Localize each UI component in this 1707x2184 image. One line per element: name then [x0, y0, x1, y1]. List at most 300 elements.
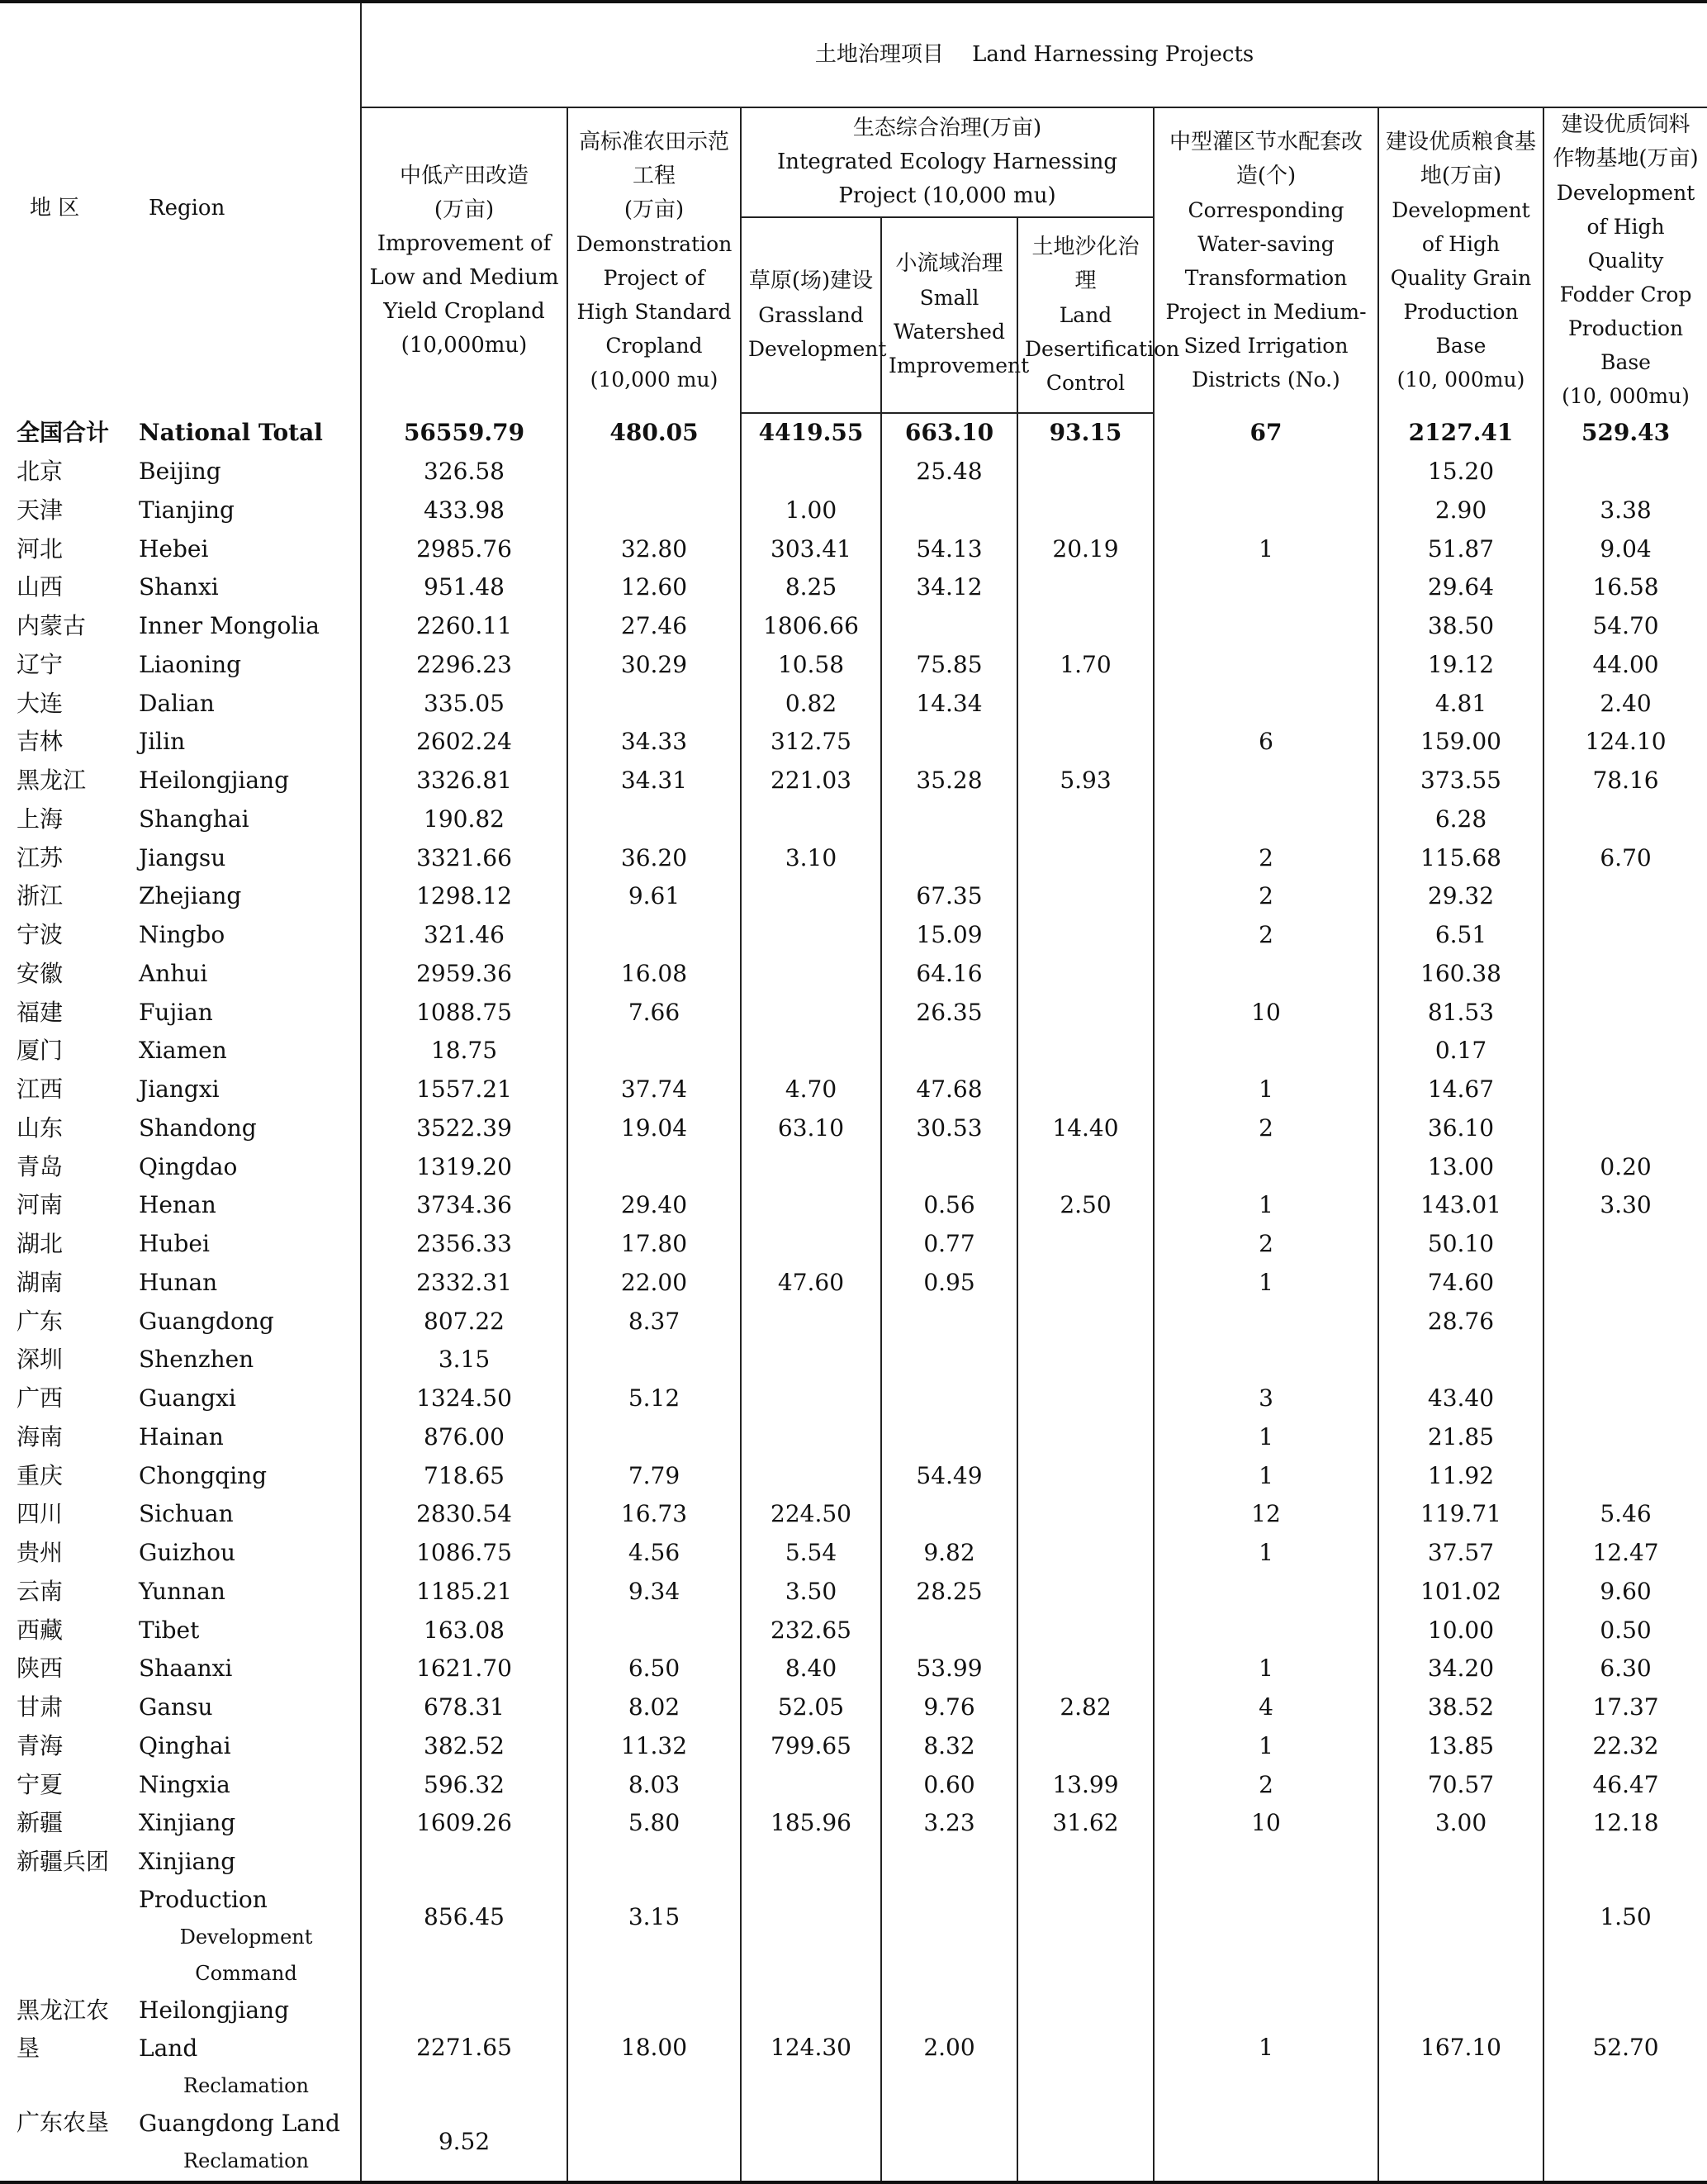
value-cell: 2	[1154, 1765, 1378, 1804]
value-cell: 5.80	[567, 1804, 741, 1843]
value-cell	[881, 1032, 1017, 1071]
region-en-cell: Dalian	[139, 689, 215, 717]
value-cell: 2332.31	[361, 1264, 567, 1303]
region-cn-cell: 吉林	[17, 728, 64, 756]
region-en-cell: Inner Mongolia	[139, 612, 320, 640]
value-cell	[741, 800, 881, 839]
value-cell: 8.37	[567, 1302, 741, 1341]
value-cell: 25.48	[881, 453, 1017, 491]
value-cell	[1154, 1032, 1378, 1071]
watershed-en: Small Watershed Improvement	[889, 286, 1030, 378]
value-cell: 2	[1154, 877, 1378, 916]
table-row	[0, 1843, 1707, 1992]
value-cell	[1378, 1341, 1543, 1379]
value-cell: 9.04	[1543, 529, 1707, 568]
region-cn-cell: 陕西	[17, 1655, 64, 1683]
region-en-cell: Chongqing	[139, 1461, 268, 1489]
region-cn-cell: 大连	[17, 689, 64, 717]
value-cell: 335.05	[361, 684, 567, 723]
value-cell	[881, 1611, 1017, 1650]
value-cell: 663.10	[881, 413, 1017, 453]
value-cell	[741, 1225, 881, 1264]
value-cell	[1543, 1456, 1707, 1495]
value-cell: 807.22	[361, 1302, 567, 1341]
irrigation-header	[1154, 107, 1378, 413]
value-cell	[1017, 1727, 1154, 1766]
region-en-line1: Xinjiang Production	[139, 1847, 268, 1913]
value-cell: 2	[1154, 1109, 1378, 1148]
region-cn-cell: 上海	[17, 805, 64, 833]
value-cell: 22.00	[567, 1264, 741, 1303]
value-cell: 3.00	[1378, 1804, 1543, 1843]
value-cell: 74.60	[1378, 1264, 1543, 1303]
region-en-cell: Jiangsu	[139, 843, 226, 871]
value-cell: 9.76	[881, 1688, 1017, 1727]
table-row	[0, 1804, 1707, 1843]
value-cell: 12.60	[567, 568, 741, 607]
value-cell: 951.48	[361, 568, 567, 607]
value-cell	[1543, 2104, 1707, 2182]
value-cell: 1557.21	[361, 1071, 567, 1109]
value-cell: 2.50	[1017, 1186, 1154, 1225]
value-cell: 10.58	[741, 646, 881, 685]
value-cell: 67.35	[881, 877, 1017, 916]
value-cell	[1017, 1418, 1154, 1457]
region-cn-cell: 北京	[17, 458, 64, 486]
value-cell: 0.20	[1543, 1147, 1707, 1186]
value-cell	[881, 1341, 1017, 1379]
value-cell: 16.73	[567, 1495, 741, 1534]
value-cell: 1324.50	[361, 1379, 567, 1418]
value-cell: 1185.21	[361, 1573, 567, 1612]
value-cell	[1017, 838, 1154, 877]
fodder-base-en: Development of High Quality Fodder Crop Production Base	[1556, 181, 1695, 374]
region-cn-cell: 全国合计	[17, 418, 110, 446]
value-cell	[1017, 1264, 1154, 1303]
value-cell: 1	[1154, 1456, 1378, 1495]
region-en-line2: Reclamation	[183, 2073, 309, 2097]
region-cn-cell: 云南	[17, 1577, 64, 1605]
value-cell: 11.32	[567, 1727, 741, 1766]
value-cell	[1154, 1573, 1378, 1612]
region-en-header: Region	[132, 2, 361, 413]
value-cell: 373.55	[1378, 762, 1543, 800]
value-cell	[881, 1418, 1017, 1457]
region-en-cell: Tianjing	[139, 496, 235, 524]
region-en-cell	[132, 2104, 361, 2182]
value-cell: 159.00	[1378, 723, 1543, 762]
value-cell: 3.30	[1543, 1186, 1707, 1225]
region-en-cell: Shanxi	[139, 573, 219, 601]
value-cell: 8.40	[741, 1650, 881, 1688]
value-cell	[741, 1032, 881, 1071]
value-cell: 1	[1154, 1186, 1378, 1225]
table-row	[0, 955, 1707, 994]
value-cell	[1154, 1843, 1378, 1992]
value-cell: 17.37	[1543, 1688, 1707, 1727]
value-cell: 29.64	[1378, 568, 1543, 607]
value-cell	[741, 877, 881, 916]
region-en-cell: Zhejiang	[139, 882, 242, 910]
value-cell	[1154, 684, 1378, 723]
value-cell	[881, 607, 1017, 646]
value-cell	[1154, 2104, 1378, 2182]
value-cell: 26.35	[881, 993, 1017, 1032]
value-cell: 70.57	[1378, 1765, 1543, 1804]
region-en-cell: Hainan	[139, 1422, 224, 1450]
value-cell	[881, 723, 1017, 762]
value-cell	[741, 993, 881, 1032]
region-cn-cell: 西藏	[17, 1616, 64, 1644]
value-cell: 2959.36	[361, 955, 567, 994]
value-cell: 14.67	[1378, 1071, 1543, 1109]
value-cell: 1.70	[1017, 646, 1154, 685]
value-cell: 5.54	[741, 1534, 881, 1573]
region-cn-cell: 青海	[17, 1731, 64, 1759]
value-cell: 5.12	[567, 1379, 741, 1418]
value-cell: 34.20	[1378, 1650, 1543, 1688]
value-cell: 6.51	[1378, 916, 1543, 955]
irrigation-en: Corresponding Water-saving Transformation Project in Medium-Sized Irrigation Districts (No.)	[1165, 197, 1367, 392]
value-cell	[1017, 1495, 1154, 1534]
value-cell	[1154, 568, 1378, 607]
value-cell	[567, 1032, 741, 1071]
value-cell: 1621.70	[361, 1650, 567, 1688]
value-cell: 8.25	[741, 568, 881, 607]
table-row	[0, 1379, 1707, 1418]
low-medium-yield-en-unit: (10,000mu)	[401, 332, 528, 358]
region-cn-cell: 辽宁	[17, 650, 64, 678]
value-cell: 36.20	[567, 838, 741, 877]
value-cell: 36.10	[1378, 1109, 1543, 1148]
high-standard-cropland-header	[567, 107, 741, 413]
value-cell: 0.17	[1378, 1032, 1543, 1071]
value-cell: 0.60	[881, 1765, 1017, 1804]
value-cell	[1378, 2104, 1543, 2182]
value-cell: 93.15	[1017, 413, 1154, 453]
region-en-cell: Gansu	[139, 1693, 213, 1721]
value-cell	[1154, 762, 1378, 800]
region-en-cell: National Total	[139, 418, 323, 446]
table-row	[0, 1186, 1707, 1225]
region-en-cell: Ningbo	[139, 921, 225, 949]
value-cell: 3734.36	[361, 1186, 567, 1225]
value-cell	[1017, 1611, 1154, 1650]
table-row	[0, 838, 1707, 877]
region-cn-cell: 海南	[17, 1422, 64, 1450]
value-cell: 160.38	[1378, 955, 1543, 994]
value-cell: 678.31	[361, 1688, 567, 1727]
value-cell	[1017, 684, 1154, 723]
table-row	[0, 1688, 1707, 1727]
desertification-cn: 土地沙化治理	[1031, 234, 1140, 293]
value-cell	[881, 1147, 1017, 1186]
value-cell: 46.47	[1543, 1765, 1707, 1804]
value-cell: 37.57	[1378, 1534, 1543, 1573]
value-cell	[741, 1147, 881, 1186]
value-cell	[1543, 800, 1707, 839]
region-en-cell: Hubei	[139, 1230, 210, 1258]
table-row	[0, 1573, 1707, 1612]
value-cell: 81.53	[1378, 993, 1543, 1032]
value-cell	[1017, 1379, 1154, 1418]
region-cn-cell: 甘肃	[17, 1693, 64, 1721]
table-row	[0, 1418, 1707, 1457]
value-cell: 2830.54	[361, 1495, 567, 1534]
value-cell	[741, 1186, 881, 1225]
value-cell: 67	[1154, 413, 1378, 453]
value-cell: 0.77	[881, 1225, 1017, 1264]
value-cell	[881, 491, 1017, 530]
region-cn-cell: 贵州	[17, 1539, 64, 1567]
value-cell	[741, 1456, 881, 1495]
value-cell: 4	[1154, 1688, 1378, 1727]
value-cell	[881, 1379, 1017, 1418]
region-en-cell: Xinjiang	[139, 1809, 236, 1837]
value-cell: 0.95	[881, 1264, 1017, 1303]
value-cell: 312.75	[741, 723, 881, 762]
value-cell	[1017, 1071, 1154, 1109]
value-cell: 20.19	[1017, 529, 1154, 568]
value-cell: 3	[1154, 1379, 1378, 1418]
table-header	[0, 2, 1707, 413]
value-cell: 5.46	[1543, 1495, 1707, 1534]
region-en-cell: Shandong	[139, 1113, 257, 1142]
value-cell: 3.50	[741, 1573, 881, 1612]
value-cell	[741, 1843, 881, 1992]
value-cell: 7.66	[567, 993, 741, 1032]
region-cn-cell: 深圳	[17, 1346, 64, 1374]
value-cell	[567, 800, 741, 839]
table-row	[0, 877, 1707, 916]
value-cell	[1543, 955, 1707, 994]
value-cell	[1017, 1032, 1154, 1071]
value-cell: 18.75	[361, 1032, 567, 1071]
value-cell: 15.09	[881, 916, 1017, 955]
region-en-cell	[132, 1843, 361, 1992]
region-cn-cell: 江苏	[17, 843, 64, 871]
watershed-cn: 小流域治理	[895, 251, 1003, 277]
value-cell: 54.13	[881, 529, 1017, 568]
value-cell: 29.32	[1378, 877, 1543, 916]
value-cell: 6.30	[1543, 1650, 1707, 1688]
value-cell: 17.80	[567, 1225, 741, 1264]
value-cell: 529.43	[1543, 413, 1707, 453]
value-cell	[741, 453, 881, 491]
value-cell	[1017, 1147, 1154, 1186]
value-cell: 2.82	[1017, 1688, 1154, 1727]
region-en-cell: Guizhou	[139, 1539, 236, 1567]
value-cell	[1017, 1992, 1154, 2104]
value-cell: 64.16	[881, 955, 1017, 994]
region-cn-cell: 新疆	[17, 1809, 64, 1837]
value-cell: 2985.76	[361, 529, 567, 568]
value-cell: 30.53	[881, 1109, 1017, 1148]
value-cell: 14.34	[881, 684, 1017, 723]
value-cell: 47.60	[741, 1264, 881, 1303]
table-row	[0, 1225, 1707, 1264]
region-cn-cell: 广西	[17, 1384, 64, 1412]
table-row	[0, 568, 1707, 607]
value-cell	[1154, 1611, 1378, 1650]
value-cell: 13.00	[1378, 1147, 1543, 1186]
fodder-base-cn: 建设优质饲料作物基地(万亩)	[1553, 112, 1699, 171]
region-cn-header: 地 区	[0, 2, 132, 413]
value-cell	[1543, 453, 1707, 491]
value-cell: 2271.65	[361, 1992, 567, 2104]
table-row	[0, 607, 1707, 646]
value-cell	[881, 2104, 1017, 2182]
value-cell	[1154, 800, 1378, 839]
value-cell	[1017, 607, 1154, 646]
value-cell	[567, 491, 741, 530]
table-row	[0, 1109, 1707, 1148]
region-cn-cell: 湖南	[17, 1268, 64, 1296]
region-cn-cell: 宁夏	[17, 1770, 64, 1798]
region-cn-cell: 重庆	[17, 1461, 64, 1489]
value-cell: 1	[1154, 1650, 1378, 1688]
value-cell: 53.99	[881, 1650, 1017, 1688]
value-cell: 190.82	[361, 800, 567, 839]
value-cell: 433.98	[361, 491, 567, 530]
value-cell: 16.08	[567, 955, 741, 994]
value-cell	[567, 1147, 741, 1186]
region-en-cell: Jilin	[139, 728, 186, 756]
value-cell: 799.65	[741, 1727, 881, 1766]
desertification-en: Land Desertification Control	[1025, 302, 1180, 395]
value-cell: 2	[1154, 916, 1378, 955]
value-cell	[1154, 1302, 1378, 1341]
value-cell	[1017, 955, 1154, 994]
region-en-cell: Anhui	[139, 959, 208, 987]
value-cell	[1017, 1225, 1154, 1264]
value-cell: 7.79	[567, 1456, 741, 1495]
watershed-header	[881, 217, 1030, 413]
value-cell: 6.70	[1543, 838, 1707, 877]
value-cell	[1154, 453, 1378, 491]
value-cell: 10.00	[1378, 1611, 1543, 1650]
region-cn-cell: 山西	[17, 573, 64, 601]
value-cell: 1	[1154, 1264, 1378, 1303]
value-cell: 321.46	[361, 916, 567, 955]
value-cell: 124.10	[1543, 723, 1707, 762]
region-cn-cell: 湖北	[17, 1230, 64, 1258]
table-row	[0, 1611, 1707, 1650]
value-cell: 3.23	[881, 1804, 1017, 1843]
value-cell	[567, 453, 741, 491]
value-cell	[1017, 916, 1154, 955]
value-cell	[1017, 877, 1154, 916]
value-cell: 2.90	[1378, 491, 1543, 530]
value-cell: 0.50	[1543, 1611, 1707, 1650]
region-cn-cell: 天津	[17, 496, 64, 524]
region-en-line2: Development Command	[179, 1925, 313, 1985]
value-cell: 0.56	[881, 1186, 1017, 1225]
value-cell	[741, 916, 881, 955]
region-cn-cell: 河南	[17, 1191, 64, 1219]
value-cell	[1017, 993, 1154, 1032]
value-cell	[1017, 723, 1154, 762]
value-cell: 143.01	[1378, 1186, 1543, 1225]
value-cell: 6	[1154, 723, 1378, 762]
value-cell	[567, 1611, 741, 1650]
value-cell: 16.58	[1543, 568, 1707, 607]
value-cell: 14.40	[1017, 1109, 1154, 1148]
value-cell: 9.61	[567, 877, 741, 916]
land-harnessing-group-header: 土地治理项目 Land Harnessing Projects	[361, 2, 1707, 107]
value-cell: 115.68	[1378, 838, 1543, 877]
region-en-cell: Shanghai	[139, 805, 249, 833]
region-cn-cell: 黑龙江农垦	[17, 1996, 110, 2062]
grassland-cn: 草原(场)建设	[748, 268, 874, 293]
value-cell: 3.15	[567, 1843, 741, 1992]
value-cell	[1017, 1456, 1154, 1495]
value-cell	[1543, 993, 1707, 1032]
low-medium-yield-cn: 中低产田改造	[399, 163, 529, 188]
value-cell	[1154, 491, 1378, 530]
grain-base-en: Development of High Quality Grain Production Base	[1390, 197, 1532, 358]
value-cell	[1543, 1264, 1707, 1303]
value-cell: 1806.66	[741, 607, 881, 646]
value-cell: 224.50	[741, 1495, 881, 1534]
value-cell: 6.50	[567, 1650, 741, 1688]
value-cell: 596.32	[361, 1765, 567, 1804]
value-cell	[1154, 646, 1378, 685]
table-row	[0, 684, 1707, 723]
fodder-base-header	[1543, 107, 1707, 413]
table-row	[0, 529, 1707, 568]
value-cell: 876.00	[361, 1418, 567, 1457]
region-en-cell: Qinghai	[139, 1731, 231, 1759]
value-cell: 12.47	[1543, 1534, 1707, 1573]
value-cell	[1543, 1032, 1707, 1071]
value-cell: 5.93	[1017, 762, 1154, 800]
value-cell: 221.03	[741, 762, 881, 800]
value-cell: 30.29	[567, 646, 741, 685]
table-row	[0, 2104, 1707, 2182]
value-cell: 1	[1154, 529, 1378, 568]
value-cell	[741, 1765, 881, 1804]
value-cell	[1543, 1302, 1707, 1341]
value-cell	[741, 1302, 881, 1341]
table-row	[0, 1302, 1707, 1341]
value-cell: 3.38	[1543, 491, 1707, 530]
value-cell: 6.28	[1378, 800, 1543, 839]
value-cell: 2.00	[881, 1992, 1017, 2104]
value-cell: 19.12	[1378, 646, 1543, 685]
low-medium-yield-unit: (万亩)	[434, 197, 495, 222]
table-row	[0, 646, 1707, 685]
value-cell: 52.05	[741, 1688, 881, 1727]
table-row	[0, 1765, 1707, 1804]
value-cell: 11.92	[1378, 1456, 1543, 1495]
value-cell	[1154, 1341, 1378, 1379]
value-cell: 8.32	[881, 1727, 1017, 1766]
value-cell: 8.03	[567, 1765, 741, 1804]
value-cell	[881, 838, 1017, 877]
value-cell: 4.70	[741, 1071, 881, 1109]
region-en-cell: Guangdong	[139, 1307, 274, 1335]
value-cell: 1088.75	[361, 993, 567, 1032]
value-cell: 51.87	[1378, 529, 1543, 568]
value-cell: 44.00	[1543, 646, 1707, 685]
region-cn-cell: 浙江	[17, 882, 64, 910]
region-cn-cell: 广东农垦	[0, 2104, 132, 2182]
value-cell: 13.99	[1017, 1765, 1154, 1804]
value-cell: 32.80	[567, 529, 741, 568]
value-cell: 1	[1154, 1727, 1378, 1766]
grain-base-header	[1378, 107, 1543, 413]
